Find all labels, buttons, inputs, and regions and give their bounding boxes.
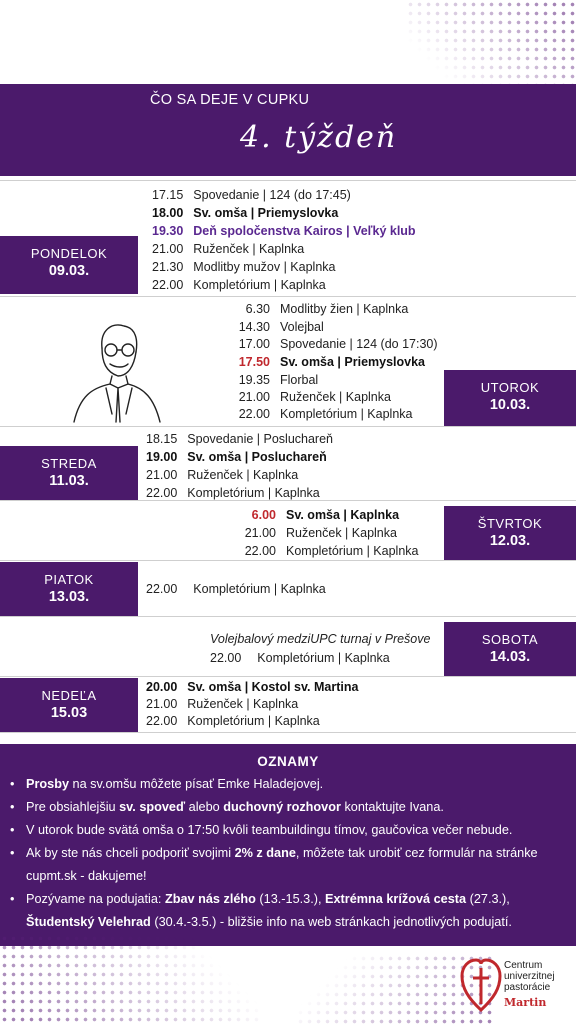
portrait-sketch [66,318,166,424]
day-date: 15.03 [50,705,88,721]
day-date: 14.03. [489,649,531,665]
announcement-item: • Pozývame na podujatia: Zbav nás zlého (13.-15.3.), Extrémna krížová cesta (27.3.), Študentský Velehrad (30.4.-3.5.) - bližšie info na web stránkach jednotlivých podujatí. [26,888,564,934]
event: 20.00 Sv. omša | Kostol sv. Martina [146,680,359,694]
announcements-list [0,773,576,934]
event: 21.00 Ruženček | Kaplnka [238,390,391,404]
event: 19.00 Sv. omša | Posluchareň [146,450,327,464]
day-name: UTOROK [480,380,540,395]
event: 22.00 Kompletórium | Kaplnka [146,714,320,728]
event: 22.00 Kompletórium | Kaplnka [152,278,326,292]
day-date: 11.03. [49,473,89,489]
event: 22.00 Kompletórium | Kaplnka [244,544,419,558]
event: 14.30 Volejbal [238,320,324,334]
event: 18.15 Spovedanie | Posluchareň [146,432,333,446]
day-name: SOBOTA [481,632,539,647]
event: 6.00 Sv. omša | Kaplnka [251,508,400,522]
event: 19.35 Florbal [238,373,319,387]
event: 22.00 Kompletórium | Kaplnka [146,486,320,500]
announcement-item: • Prosby na sv.omšu môžete písať Emke Haladejovej. [26,773,564,796]
week-title: 4. týždeň [240,120,398,155]
day-name: ŠTVRTOK [477,516,543,531]
announcement-item: • Ak by ste nás chceli podporiť svojimi 2% z dane, môžete tak urobiť cez formulár na stránke cupmt.sk - dakujeme! [26,842,564,888]
divider [0,180,576,181]
day-box-piatok [0,562,138,616]
day-box-stvrtok [444,506,576,560]
divider [0,500,576,501]
event: 21.30 Modlitby mužov | Kaplnka [152,260,336,274]
cup-logo [460,954,568,1016]
heart-cross-icon [460,954,502,1014]
event: 19.30 Deň spoločenstva Kairos | Veľký klub [152,224,416,238]
day-date: 13.03. [48,589,90,605]
event: 22.00 Kompletórium | Kaplnka [210,651,390,665]
day-box-sobota [444,622,576,676]
divider [0,676,576,677]
announcement-item: • Pre obsiahlejšiu sv. spoveď alebo duchovný rozhovor kontaktujte Ivana. [26,796,564,819]
header-subtitle: ČO SA DEJE V CUPKU [150,92,310,108]
event: 21.00 Ruženček | Kaplnka [152,242,305,256]
day-box-nedela [0,678,138,732]
day-name: NEDEĽA [41,688,97,703]
event: 6.30 Modlitby žien | Kaplnka [245,302,409,316]
logo-text: Centrum univerzitnej pastorácie [504,960,555,993]
event: 21.00 Ruženček | Kaplnka [244,526,397,540]
divider [0,732,576,733]
header-banner [0,84,576,176]
event: 22.00 Kompletórium | Kaplnka [146,582,326,596]
divider [0,560,576,561]
divider [0,616,576,617]
divider [0,296,576,297]
day-date: 09.03. [48,263,90,279]
event: 21.00 Ruženček | Kaplnka [146,697,299,711]
day-box-utorok [444,370,576,426]
day-box-pondelok [0,236,138,294]
day-name: PIATOK [44,572,94,587]
event: 17.50 Sv. omša | Priemyslovka [238,355,426,369]
day-name: STREDA [41,456,97,471]
event: 21.00 Ruženček | Kaplnka [146,468,299,482]
announcements-panel [0,744,576,946]
event: 17.15 Spovedanie | 124 (do 17:45) [152,188,351,202]
day-date: 10.03. [489,397,531,413]
event-note: Volejbalový medziUPC turnaj v Prešove [210,632,431,646]
announcements-title: OZNAMY [257,754,319,769]
dot-pattern-bottom-left [0,934,260,1024]
day-box-streda [0,446,138,500]
announcement-item: • V utorok bude svätá omša o 17:50 kvôli teambuildingu tímov, gaučovica večer nebude. [26,819,564,842]
day-date: 12.03. [489,533,531,549]
event: 17.00 Spovedanie | 124 (do 17:30) [238,337,438,351]
logo-city: Martin [504,996,547,1009]
event: 18.00 Sv. omša | Priemyslovka [152,206,339,220]
day-name: PONDELOK [30,246,108,261]
event: 22.00 Kompletórium | Kaplnka [238,407,413,421]
divider [0,426,576,427]
